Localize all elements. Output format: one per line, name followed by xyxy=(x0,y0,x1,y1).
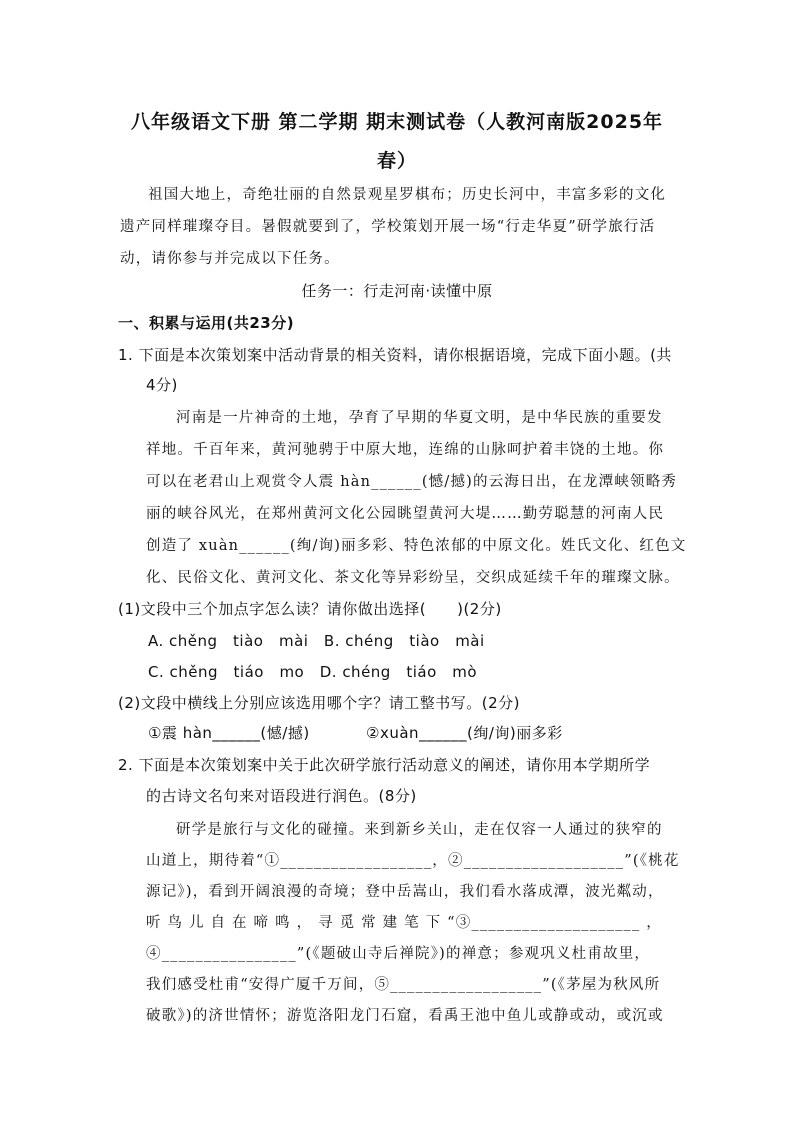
q1-passage-line1: 河南是一片神奇的土地，孕育了早期的华夏文明，是中华民族的重要发 xyxy=(176,410,663,426)
q1-sub1: (1)文段中三个加点字怎么读？请你做出选择( )(2分) xyxy=(118,600,502,618)
section1-heading: 一、积累与运用(共23分) xyxy=(118,314,295,332)
q1-passage-line3: 可以在老君山上观赏令人震 hàn______(憾/撼)的云海日出，在龙潭峡领略秀 xyxy=(146,474,678,490)
q2-stem-line1: 2. 下面是本次策划案中关于此次研学旅行活动意义的阐述，请你用本学期所学 xyxy=(118,756,651,774)
q2-passage-line7: 破歌》)的济世情怀；游览洛阳龙门石窟，看禹王池中鱼儿或静或动，或沉或 xyxy=(146,1008,664,1024)
q2-passage-line4: 听 鸟 儿 自 在 啼 鸣 ， 寻 觅 常 建 笔 下 “③____________________ ， xyxy=(146,915,662,931)
q1-passage-line4: 丽的峡谷风光，在郑州黄河文化公园眺望黄河大堤……勤劳聪慧的河南人民 xyxy=(146,506,665,522)
q1-options-row1: A. chěng tiào mài B. chéng tiào mài xyxy=(148,632,485,650)
q1-sub2: (2)文段中横线上分别应该选用哪个字？请工整书写。(2分) xyxy=(118,694,520,712)
q2-passage-line2: 山道上，期待着“①__________________，②___________________”(《桃花 xyxy=(146,853,680,869)
intro-line-2: 遗产同样璀璨夺目。暑假就要到了，学校策划开展一场“行走华夏”研学旅行活 xyxy=(120,219,656,235)
q2-passage-line3: 源记》)，看到开阔浪漫的奇境；登中岳嵩山，我们看水落成潭，波光粼动， xyxy=(146,884,664,900)
q2-passage-line6: 我们感受杜甫“安得广厦千万间，⑤__________________”(《茅屋为秋风所 xyxy=(146,977,661,993)
q1-fill-b: ②xuàn______(绚/询)丽多彩 xyxy=(366,724,563,742)
q1-stem-line1: 1. 下面是本次策划案中活动背景的相关资料，请你根据语境，完成下面小题。(共 xyxy=(118,346,672,364)
intro-line-1: 祖国大地上，奇绝壮丽的自然景观星罗棋布；历史长河中，丰富多彩的文化 xyxy=(148,187,667,203)
q1-stem-line2: 4分) xyxy=(146,376,178,394)
q1-passage-line2: 祥地。千百年来，黄河驰骋于中原大地，连绵的山脉呵护着丰饶的土地。你 xyxy=(146,442,665,458)
exam-title-line1: 八年级语文下册 第二学期 期末测试卷（人教河南版2025年 xyxy=(130,111,664,133)
q1-options-row2: C. chěng tiáo mo D. chéng tiáo mò xyxy=(148,663,478,681)
exam-title-line2: 春） xyxy=(376,150,417,172)
q2-passage-line1: 研学是旅行与文化的碰撞。来到新乡关山，走在仅容一人通过的狭窄的 xyxy=(176,822,663,838)
task1-heading: 任务一：行走河南·读懂中原 xyxy=(301,282,493,300)
q1-passage-line6: 化、民俗文化、黄河文化、茶文化等异彩纷呈，交织成延续千年的璀璨文脉。 xyxy=(146,570,680,586)
q1-fill-a: ①震 hàn______(憾/撼) xyxy=(148,724,310,742)
q2-stem-line2: 的古诗文名句来对语段进行润色。(8分) xyxy=(146,787,417,805)
q2-passage-line5: ④________________”(《题破山寺后禅院》)的禅意；参观巩义杜甫故里， xyxy=(146,946,651,962)
intro-line-3: 动，请你参与并完成以下任务。 xyxy=(120,251,340,267)
q1-passage-line5: 创造了 xuàn______(绚/询)丽多彩、特色浓郁的中原文化。姓氏文化、红色文 xyxy=(146,538,687,554)
